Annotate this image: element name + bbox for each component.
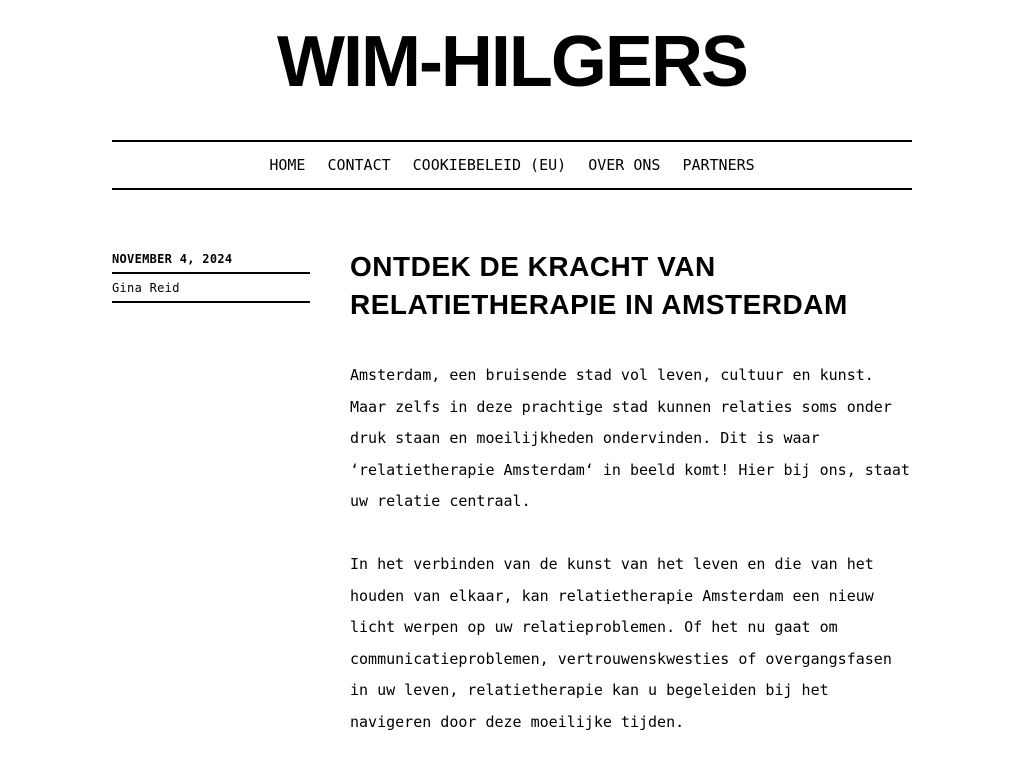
post-article [350,251,912,770]
post-author: Gina Reid [112,281,180,295]
nav-item-over-ons[interactable]: OVER ONS [588,156,661,174]
post-title: ONTDEK DE KRACHT VAN RELATIETHERAPIE IN AMSTERDAM [350,251,848,320]
meta-divider [112,301,310,303]
post-body [350,360,912,738]
post-paragraph: In het verbinden van de kunst van het leven en die van het houden van elkaar, kan relatietherapie Amsterdam een nieuw licht werpen op uw relatieproblemen. Of het nu gaat om communicatieproblemen, vertrouwenskwesties of overgangsfasen in uw leven, relatietherapie kan u begeleiden bij het navigeren door deze moeilijke tijden. [350,555,892,731]
post-page [112,251,912,770]
post-meta [112,251,310,303]
nav-item-cookiebeleid[interactable]: COOKIEBELEID (EU) [412,156,567,174]
main-nav [112,140,912,190]
nav-list [269,155,754,175]
post-date: NOVEMBER 4, 2024 [112,252,233,266]
site-title-link[interactable]: WIM-HILGERS [277,22,747,102]
nav-item-contact[interactable]: CONTACT [327,156,391,174]
post-paragraph: Amsterdam, een bruisende stad vol leven, cultuur en kunst. Maar zelfs in deze prachtige stad kunnen relaties soms onder druk staan en moeilijkheden ondervinden. Dit is waar ‘relatietherapie Amsterdam‘ in beeld komt! Hier bij ons, staat uw relatie centraal. [350,366,910,510]
site-header [0,0,1024,102]
nav-item-home[interactable]: HOME [269,156,306,174]
nav-item-partners[interactable]: PARTNERS [682,156,755,174]
